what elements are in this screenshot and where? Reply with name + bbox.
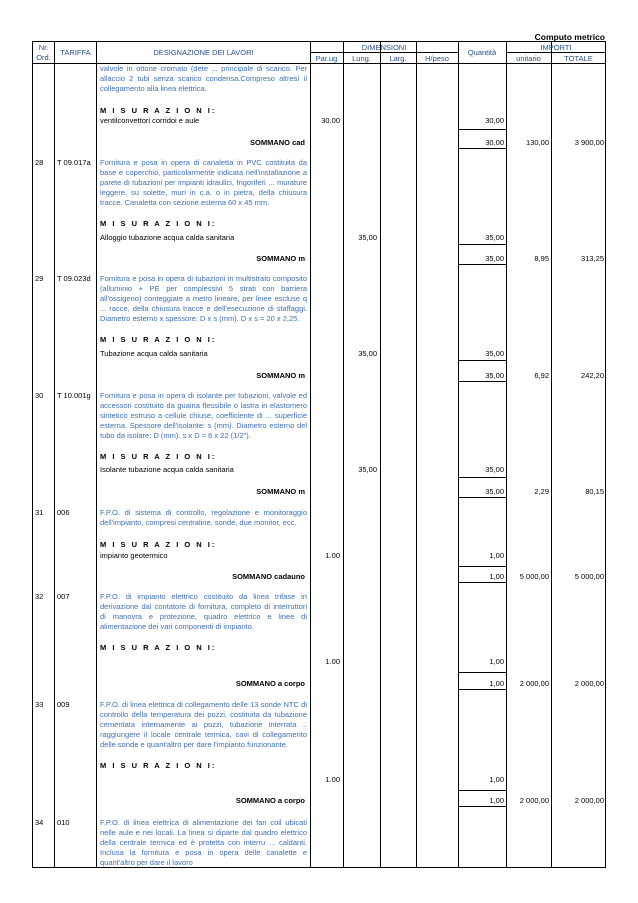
measurement-label: impianto geotermico — [100, 551, 168, 560]
row-number: 31 — [35, 508, 44, 517]
col-divider — [96, 41, 97, 868]
subtotal-line — [458, 497, 506, 498]
misurazioni-label: M I S U R A Z I O N I: — [100, 335, 217, 344]
item-description: F.P.O. di linea elettrica di alimentazione dei fan coil ubicati nelle aule e nei locali. La linea si diparte dal quadro elettrico della centrale termica ed è protetta con interru ... caldanti. Inclusa la fornitura e posa in opera delle canalette e quant'altro per dare il lavoro — [100, 818, 307, 867]
item-description: F.P.O. di linea elettrica di collegamento delle 13 sonde NTC di controllo della temperatura dei pozzi, costituita da tubazione cementata internamente ai pozzi, tubazione interrata .. raggiungere il locale centrale termica, cavi di collegamento delle sonde e quant'altro per dare l'impianto funzionante. — [100, 700, 307, 749]
header-unitario: unitario — [516, 54, 541, 63]
row-number: 30 — [35, 391, 44, 400]
subtotal-line — [458, 790, 506, 791]
row-number: 33 — [35, 700, 44, 709]
subtotal-line — [458, 244, 506, 245]
subtotal-line — [458, 360, 506, 361]
subtotal-line — [458, 672, 506, 673]
sommano-label: SOMMANO m — [256, 254, 305, 263]
unit-price: 130,00 — [526, 138, 549, 147]
subtotal-line — [458, 582, 506, 583]
quantity-total: 1,00 — [489, 572, 504, 581]
subtotal-line — [458, 264, 506, 265]
tariffa-code: T 09.017a — [57, 158, 91, 167]
misurazioni-label: M I S U R A Z I O N I: — [100, 643, 217, 652]
item-description: Fornitura e posa in opera di isolante per tubazioni, valvole ed accessori costituito da guaina flessibile o lastra in elastomero sintetico estruso a cellule chiuse, coefficiente di ... superficie esterna. Spessore dell'isolante: s (mm). Diametro esterno del tubo da isolare: D (mm). s x D = 6 x 22 (1/2"). — [100, 391, 307, 440]
tariffa-code: T 09.023d — [57, 274, 91, 283]
tariffa-code: 010 — [57, 818, 70, 827]
quantity-value: 1,00 — [489, 551, 504, 560]
row-number: 28 — [35, 158, 44, 167]
misurazioni-label: M I S U R A Z I O N I: — [100, 106, 217, 115]
col-divider — [416, 41, 417, 868]
col-divider — [551, 41, 552, 868]
header-dimensioni: DIMENSIONI — [361, 43, 407, 52]
sommano-label: SOMMANO m — [256, 487, 305, 496]
item-description: valvole in ottone cromato (dete ... principale di scarico. Per allaccio 2 tubi senza scarico condensa.Compreso altresì il collegamento alla linea elettrica. — [100, 64, 307, 93]
sommano-label: SOMMANO cad — [249, 138, 305, 147]
header-divider — [506, 52, 606, 53]
item-description: Fornitura e posa in opera di canaletta in PVC costituita da base e coperchio, particolarmente indicata nell'installazione a parete di tubazioni per impianti idraulici, frigoriferi ... murature leggere, su solette, muri in c.a. o in pietra, della chiusura tracce. Canaletta con sezione esterna 60 x 45 mm. — [100, 158, 307, 207]
total-price: 2 000,00 — [574, 679, 604, 688]
col-divider — [506, 41, 507, 868]
col-divider — [343, 41, 344, 868]
tariffa-code: 007 — [57, 592, 70, 601]
header-designazione: DESIGNAZIONE DEI LAVORI — [153, 48, 254, 57]
quantity-value: 35,00 — [485, 465, 504, 474]
row-number: 32 — [35, 592, 44, 601]
unit-price: 6,92 — [534, 371, 549, 380]
total-price: 80,15 — [585, 487, 604, 496]
quantity-total: 35,00 — [485, 487, 504, 496]
quantity-value: 1,00 — [489, 657, 504, 666]
header-importi: IMPORTI — [540, 43, 572, 52]
quantity-total: 35,00 — [485, 254, 504, 263]
misurazioni-label: M I S U R A Z I O N I: — [100, 540, 217, 549]
header-lung: Lung. — [352, 54, 371, 63]
lung-value: 35,00 — [358, 465, 377, 474]
quantity-total: 35,00 — [485, 371, 504, 380]
tariffa-code: T 10.001g — [57, 391, 91, 400]
sommano-label: SOMMANO a corpo — [235, 679, 305, 688]
item-description: F.P.O. di sistema di controllo, regolazione e monitoraggio dell'impianto, compresi centraline, sonde, due monitor, ecc. — [100, 508, 307, 527]
total-price: 313,25 — [581, 254, 604, 263]
measurement-label: Isolante tubazione acqua calda sanitaria — [100, 465, 234, 474]
subtotal-line — [458, 129, 506, 130]
sommano-label: SOMMANO m — [256, 371, 305, 380]
item-description: Fornitura e posa in opera di tubazioni in multistrato composito (alluminio + PE per complessivi 5 strati con barriera all'ossigeno) conteggiate a metro lineare, per linee escluse q ... racce, della chiusura tracce e dell'esecuzione di staffaggi. Diametro esterno x spessore: D x s (mm). D x s = 20 x 2,25. — [100, 274, 307, 323]
quantity-value: 35,00 — [485, 349, 504, 358]
quantity-total: 1,00 — [489, 796, 504, 805]
sommano-label: SOMMANO cadauno — [232, 572, 305, 581]
parug-value: 1.00 — [325, 657, 340, 666]
item-description: F.P.O. di impianto elettrico costituito da linea trifase in derivazione dal contatore di fornitura, completo di interruttori di manovra e protezione, quadro elettrico e linee di alimentazione dei vari componenti di impianto. — [100, 592, 307, 631]
subtotal-line — [458, 477, 506, 478]
subtotal-line — [458, 689, 506, 690]
lung-value: 35,00 — [358, 233, 377, 242]
quantity-total: 30,00 — [485, 138, 504, 147]
header-nr: Nr. — [38, 43, 49, 52]
header-parug: Par.ug — [315, 54, 338, 63]
unit-price: 5 000,00 — [519, 572, 549, 581]
unit-price: 2 000,00 — [519, 796, 549, 805]
col-divider — [380, 41, 381, 868]
unit-price: 8,95 — [534, 254, 549, 263]
subtotal-line — [458, 806, 506, 807]
header-ord: Ord. — [36, 53, 51, 62]
subtotal-line — [458, 381, 506, 382]
measurement-label: Tubazione acqua calda sanitaria — [100, 349, 208, 358]
header-totale: TOTALE — [564, 54, 593, 63]
measurement-label: Alloggio tubazione acqua calda sanitaria — [100, 233, 235, 242]
header-larg: Larg. — [389, 54, 407, 63]
header-divider — [310, 52, 458, 53]
total-price: 2 000,00 — [574, 796, 604, 805]
quantity-value: 1,00 — [489, 775, 504, 784]
tariffa-code: 006 — [57, 508, 70, 517]
parug-value: 1.00 — [325, 551, 340, 560]
quantity-value: 30,00 — [485, 116, 504, 125]
parug-value: 30.00 — [321, 116, 340, 125]
header-quantita: Quantità — [467, 48, 497, 57]
sommano-label: SOMMANO a corpo — [235, 796, 305, 805]
total-price: 3 900,00 — [574, 138, 604, 147]
col-divider — [310, 41, 311, 868]
lung-value: 35,00 — [358, 349, 377, 358]
header-hpeso: H/peso — [425, 54, 449, 63]
unit-price: 2,29 — [534, 487, 549, 496]
measurement-label: ventilconvettori corridoi e aule — [100, 116, 200, 125]
parug-value: 1.00 — [325, 775, 340, 784]
misurazioni-label: M I S U R A Z I O N I: — [100, 761, 217, 770]
page-title: Computo metrico — [534, 32, 605, 42]
header-tariffa: TARIFFA — [60, 48, 91, 57]
row-number: 29 — [35, 274, 44, 283]
tariffa-code: 009 — [57, 700, 70, 709]
col-divider — [458, 41, 459, 868]
total-price: 5 000,00 — [574, 572, 604, 581]
unit-price: 2 000,00 — [519, 679, 549, 688]
misurazioni-label: M I S U R A Z I O N I: — [100, 452, 217, 461]
quantity-value: 35,00 — [485, 233, 504, 242]
subtotal-line — [458, 148, 506, 149]
col-divider — [54, 41, 55, 868]
quantity-total: 1,00 — [489, 679, 504, 688]
total-price: 242,20 — [581, 371, 604, 380]
row-number: 34 — [35, 818, 44, 827]
misurazioni-label: M I S U R A Z I O N I: — [100, 219, 217, 228]
subtotal-line — [458, 566, 506, 567]
